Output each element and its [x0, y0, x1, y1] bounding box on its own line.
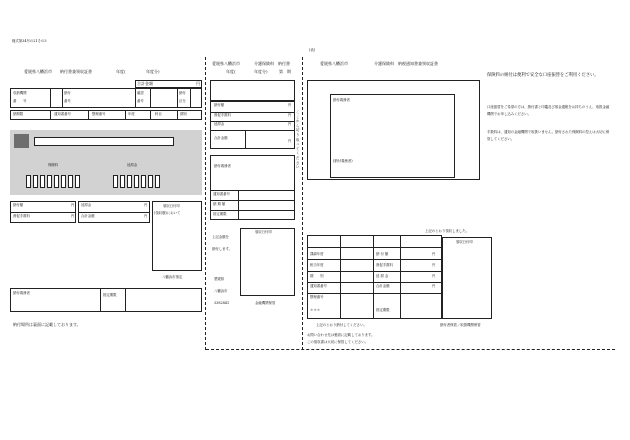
mid-addr1: 愛媛県 [214, 277, 225, 281]
right-note2: 手数料は、通知の金融機関で取扱いません。納付された保険料の控えは大切に保管してください。 [487, 130, 610, 141]
ocr-code-field [34, 137, 174, 146]
row-header-5: 期別 [180, 112, 187, 116]
row-header-2: 整理番号 [92, 112, 106, 116]
mid-header-title: 介護保険料 納付書 [254, 61, 290, 66]
right-intro: 保険料の納付は便利で安全な口座振替をご利用ください。 [487, 73, 599, 78]
area1-sub: 番 号 [13, 99, 27, 103]
table-row-1-right: 督促手数料 [376, 263, 393, 267]
left-total-yen: 円 [196, 81, 200, 86]
mid-due-label: 納付額 [214, 103, 225, 107]
mid-stamp-label: 領収日付印 [255, 230, 272, 234]
right-payer-box [330, 94, 455, 178]
mid-header-city: 愛媛県八幡浜市 [212, 61, 240, 66]
right-handler-label: 納付者保管／取扱機関保管 [440, 323, 481, 327]
ocr-marker [14, 134, 29, 148]
area4-label: 納付 [179, 91, 186, 95]
left-payer-label: 納付義務者 [13, 291, 30, 295]
cut-line-right [302, 57, 303, 350]
page: 様式第34号の21その3 (表) 愛媛県八幡浜市 納付書兼領収証書 年度( 年度分) 合計金額 円 収納機関 番 号 納付 番号 確認 番号 納付 区分 納期限 通知書番号 整理番号 年度 科目 期別 保険料 延滞金 納付額 円 督促手数料 円 延滞金 円 合計金額 円 領収日付印 (領収額)において 八幡浜市指定 納付義務者 指定期限 納付場所は裏面に記載しております。 愛媛県八幡浜市 介護保険料 納付書 年度( 年度分) 第 期 納付額 円 督促手数料 円 延滞金 円 合計金額 円 納付義務者 通知書番号 納 期 額 指定期限 上記金額を 納付します。 領収日付印 愛媛県 八幡浜市 3382841 金融機関保管 ここから切り取ってください 愛媛県八幡浜市 介護保険料 納税通知書兼領収証書 納付義務者 (納付義務者) 保険料の納付は便利で安全な口座振替をご利用ください。 口座振替をご希望の方は、納付書と印鑑及び預金通帳をお持ちのうえ、取扱金融機関でお申し込みください。 手数料は、通知の金融機関で取扱いません。納付された保険料の控えは大切に保管してください。 課調年度 納 付 額 円 相当年度 督促手数料 円 期 別 延 滞 金 円 通知書番号 合計金額 円 整理番号 ＊＊＊ 指定期限 上記のとおり領収しました。 領収日付印 上記のとおり納付してください。 お問い合わせ先は裏面に記載しております。 この領収書は大切に保管してください。 納付者保管／取扱機関保管 [0, 0, 630, 440]
right-header-city: 愛媛県八幡浜市 [320, 61, 348, 66]
right-stamp-box [442, 237, 492, 319]
vertical-cut-note: ここから切り取ってください [296, 110, 300, 170]
right-receipt-note: 上記のとおり領収しました。 [425, 229, 470, 233]
left-bank-label: 八幡浜市指定 [162, 275, 183, 279]
table-row-0-right: 納 付 額 [376, 252, 389, 256]
arrears-label: 延滞金 [127, 163, 138, 167]
table-row-3-right: 合計金額 [376, 284, 390, 288]
table-row-5-label: ＊＊＊ [310, 308, 321, 312]
row-header-3: 年度 [128, 112, 135, 116]
left-deadline-label: 指定期限 [103, 293, 117, 297]
table-row-2-right: 延 滞 金 [376, 274, 389, 278]
form-number: 様式第34号の21その3 [12, 39, 47, 43]
row-header-1: 通知書番号 [54, 112, 71, 116]
mid-premium-total-label: 督促手数料 [214, 113, 231, 117]
cut-line-bottom [206, 349, 615, 350]
area4-sub: 区分 [179, 99, 186, 103]
row-header-4: 科目 [155, 112, 162, 116]
mid-year-suffix: 年度分) [254, 69, 268, 74]
left-header-row [10, 110, 202, 120]
left-number-row [10, 88, 202, 108]
table-row-1-label: 相当年度 [310, 263, 324, 267]
table-row-0-label: 課調年度 [310, 252, 324, 256]
premium-label: 保険料 [48, 163, 59, 167]
right-footer1: お問い合わせ先は裏面に記載しております。 [307, 333, 375, 337]
right-footer2: この領収書は大切に保管してください。 [307, 340, 369, 344]
mid-code: 3382841 [214, 301, 230, 305]
right-note1: 口座振替をご希望の方は、納付書と印鑑及び預金通帳をお持ちのうえ、取扱金融機関でお申し込みください。 [487, 105, 610, 116]
due-label: 納付額 [13, 203, 24, 207]
sum-label: 合計金額 [81, 214, 95, 218]
premium-total-label: 督促手数料 [13, 214, 30, 218]
right-payer-label: 納付義務者 [333, 98, 350, 102]
mid-notice-no-label: 通知書番号 [213, 192, 230, 196]
left-year-label: 年度( [116, 69, 126, 74]
area2-sub: 番号 [64, 99, 71, 103]
mid-sum-label: 合計金額 [214, 136, 228, 140]
right-payment-note: 上記のとおり納付してください。 [316, 323, 367, 327]
mid-amount-label: 納 期 額 [213, 202, 226, 206]
mid-bank-note: 金融機関保管 [255, 301, 276, 305]
mid-payer-label: 納付義務者 [214, 164, 231, 168]
table-row-3-label: 通知書番号 [310, 284, 327, 288]
mid-late-fee-label: 延滞金 [214, 122, 225, 126]
left-year-suffix: 年度分) [146, 69, 160, 74]
cut-line-left [205, 57, 206, 350]
mid-period-label: 第 期 [279, 69, 291, 74]
left-payer-row [10, 288, 202, 312]
right-stamp-label: 領収日付印 [456, 240, 473, 244]
mid-addr2: 八幡浜市 [214, 289, 228, 293]
mid-deadline-label: 指定期限 [213, 212, 227, 216]
left-stamp-label: 領収日付印 [163, 204, 180, 208]
left-header-city: 愛媛県八幡浜市 [24, 69, 52, 74]
table-row-2-label: 期 別 [310, 274, 324, 278]
left-header-title: 納付書兼領収証書 [60, 69, 92, 74]
mid-stamp-box [240, 228, 295, 296]
right-payer2-label: (納付義務者) [333, 159, 353, 163]
area2-label: 納付 [64, 91, 71, 95]
row-header-0: 納期限 [13, 112, 24, 116]
area3-label: 確認 [137, 91, 144, 95]
area3-sub: 番号 [137, 99, 144, 103]
right-header-title: 介護保険料 納税通知書兼領収証書 [374, 61, 438, 66]
mid-year-label: 年度( [226, 69, 236, 74]
left-footer-note: 納付場所は裏面に記載しております。 [13, 322, 81, 327]
mid-top-box [210, 80, 295, 101]
left-total-label: 合計金額 [137, 81, 153, 86]
late-fee-label: 延滞金 [81, 203, 92, 207]
table-row-5-right: 指定期限 [376, 308, 390, 312]
area1-label: 収納機関 [13, 91, 27, 95]
center-mark: (表) [309, 48, 316, 52]
table-row-4-label: 整理番号 [310, 295, 324, 299]
left-stamp-note: (領収額)において [154, 211, 181, 215]
mid-consent-sub: 納付します。 [212, 247, 233, 251]
mid-consent-label: 上記金額を [212, 235, 229, 239]
